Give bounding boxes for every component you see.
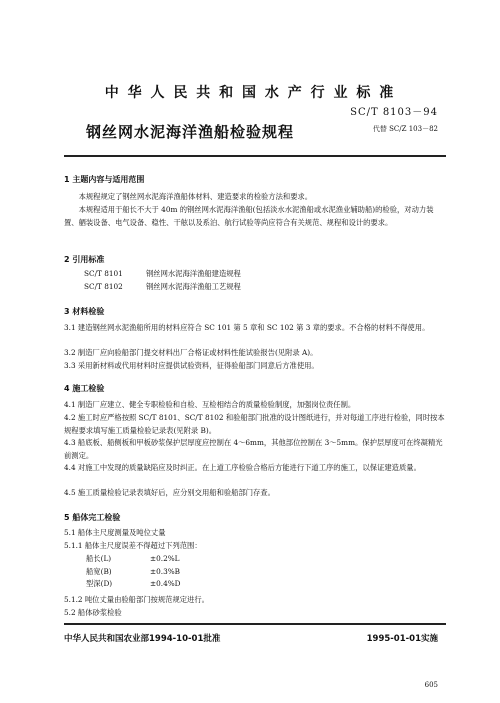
footer-rule — [64, 623, 446, 625]
tolerance-value: ±0.3%B — [150, 566, 181, 576]
clause-4-5: 4.5 施工质量检验记录表填好后，应分别交用船和验船部门存查。 — [64, 488, 275, 497]
clause-4-3: 4.3 船底板、船侧板和甲板砂浆保护层厚度应控制在 4～6mm，其他部位控制在 3～5mm。保护层厚度可在终凝精光前测定。 — [64, 438, 443, 460]
section-1-para-2: 本规程适用于船长不大于 40m 的钢丝网水泥海洋渔船(包括淡水水泥渔船或水泥渔业辅助船)的检验，对动力装置、舾装设备、电气设备、稳性、干舷以及系泊、航行试验等尚应符合有关规范、规程和设计的要求。 — [64, 205, 434, 227]
tolerance-name: 型深(D) — [86, 579, 113, 588]
reference-title: 钢丝网水泥海洋渔船建造规程 — [146, 269, 241, 278]
tolerance-value: ±0.4%D — [150, 579, 181, 588]
document-title: 钢丝网水泥海洋渔船检验规程 — [86, 123, 295, 141]
clause-5-2: 5.2 船体砂浆检验 — [64, 608, 122, 617]
section-2-heading: 2 引用标准 — [64, 255, 105, 264]
clause-3-2: 3.2 制造厂应向验船部门提交材料出厂合格证或材料性能试验报告(见附录 A)。 — [64, 348, 318, 357]
section-5-heading: 5 船体完工检验 — [64, 513, 121, 522]
clause-3-3: 3.3 采用新材料或代用材料时应提供试验资料，征得验船部门同意后方准使用。 — [64, 361, 319, 370]
section-3-heading: 3 材料检验 — [64, 307, 105, 316]
clause-3-1: 3.1 建造钢丝网水泥渔船所用的材料应符合 SC 101 第 5 章和 SC 102 第 3 章的要求。不合格的材料不得使用。 — [64, 323, 430, 332]
clause-5-1-2: 5.1.2 吨位丈量由验船部门按规范规定进行。 — [64, 595, 209, 604]
clause-4-1: 4.1 制造厂应建立、健全专职检验和自检、互检相结合的质量检验制度，加强岗位责任制。 — [64, 400, 356, 409]
clause-5-1: 5.1 船体主尺度测量及吨位丈量 — [64, 528, 166, 537]
section-1-para-1: 本规程规定了钢丝网水泥海洋渔船体材料、建造要求的检验方法和要求。 — [78, 192, 313, 201]
standard-code: SC/T 8103－94 — [350, 107, 438, 118]
clause-4-2: 4.2 施工时应严格按照 SC/T 8101、SC/T 8102 和验船部门批准的设计图纸进行，并对每道工序进行检验，同时按本规程要求填写施工质量检验记录表(见附录 B)。 — [64, 413, 445, 435]
tolerance-row — [86, 578, 181, 591]
header-rule — [64, 155, 446, 157]
replaces-standard: 代替 SC/Z 103－82 — [372, 125, 438, 133]
reference-list — [84, 268, 241, 293]
publisher-title: 中 华 人 民 共 和 国 水 产 行 业 标 准 — [104, 85, 396, 101]
tolerance-row — [86, 553, 181, 566]
tolerance-row — [86, 566, 181, 579]
tolerance-name: 船长(L) — [86, 554, 112, 563]
tolerance-table — [86, 553, 181, 591]
tolerance-name: 船宽(B) — [86, 566, 112, 576]
approval-note: 中华人民共和国农业部1994-10-01批准 — [64, 634, 221, 644]
clause-5-1-1: 5.1.1 船体主尺度误差不得超过下列范围： — [64, 541, 202, 550]
page-number: 605 — [424, 681, 438, 689]
reference-title: 钢丝网水泥海洋渔船工艺规程 — [146, 281, 241, 291]
section-1-heading: 1 主题内容与适用范围 — [64, 175, 145, 184]
clause-4-4: 4.4 对施工中发现的质量缺陷应及时纠正。在上道工序检验合格后方能进行下道工序的施工，以保证建造质量。 — [64, 463, 421, 472]
section-4-heading: 4 施工检验 — [64, 384, 105, 393]
reference-code: SC/T 8101 — [84, 269, 123, 278]
effective-date: 1995-01-01实施 — [366, 634, 438, 644]
tolerance-value: ±0.2%L — [150, 554, 180, 563]
reference-code: SC/T 8102 — [84, 281, 123, 291]
reference-item — [84, 281, 241, 294]
reference-item — [84, 268, 241, 281]
